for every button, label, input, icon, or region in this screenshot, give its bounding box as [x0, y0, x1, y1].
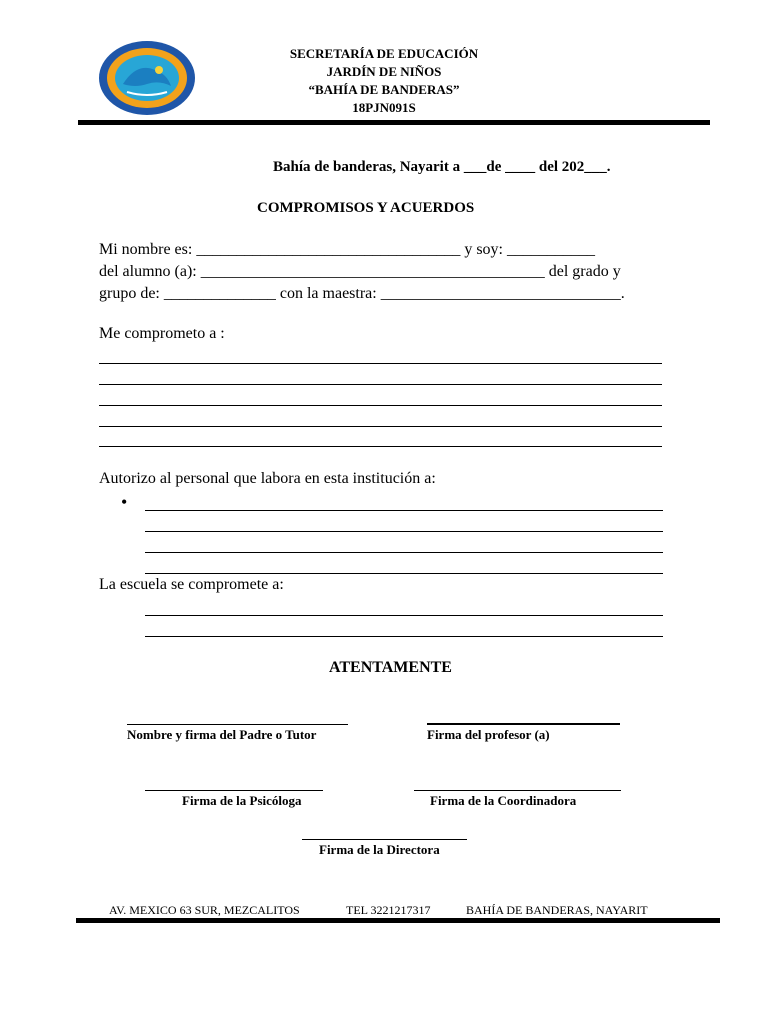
header-line-3: “BAHÍA DE BANDERAS” — [308, 82, 460, 97]
school-logo — [97, 40, 197, 116]
blank-line — [145, 510, 663, 511]
signature-label-coordinadora: Firma de la Coordinadora — [430, 793, 577, 808]
signature-label-padre: Nombre y firma del Padre o Tutor — [127, 727, 317, 742]
blank-line — [99, 446, 662, 447]
footer-city: BAHÍA DE BANDERAS, NAYARIT — [466, 903, 648, 917]
signature-line-coordinadora — [414, 790, 621, 791]
footer-phone: TEL 3221217317 — [346, 903, 431, 917]
closing-atentamente: ATENTAMENTE — [329, 659, 452, 676]
blank-line — [99, 384, 662, 385]
blank-line — [145, 636, 663, 637]
footer-address: AV. MEXICO 63 SUR, MEZCALITOS — [109, 903, 300, 917]
blank-line — [99, 363, 662, 364]
blank-line — [145, 552, 663, 553]
blank-line — [99, 405, 662, 406]
header-line-2: JARDÍN DE NIÑOS — [326, 64, 442, 79]
intro-line-2: del alumno (a): ___________________________________________ del grado y — [99, 263, 621, 280]
header-line-1: SECRETARÍA DE EDUCACIÓN — [289, 46, 479, 61]
footer-divider — [76, 918, 720, 923]
bullet-marker: • — [121, 492, 128, 512]
signature-line-directora — [302, 839, 467, 840]
blank-line — [145, 573, 663, 574]
signature-label-psicologa: Firma de la Psicóloga — [182, 793, 302, 808]
blank-line — [145, 531, 663, 532]
header-line-4: 18PJN091S — [352, 100, 416, 115]
section-compromiso-label: Me comprometo a : — [99, 325, 225, 342]
signature-line-psicologa — [145, 790, 323, 791]
signature-line-profesor — [427, 723, 620, 725]
section-escuela-label: La escuela se compromete a: — [99, 576, 284, 593]
header-divider — [78, 120, 710, 125]
date-line: Bahía de banderas, Nayarit a ___de ____ del 202___. — [273, 159, 611, 175]
signature-line-padre — [127, 724, 348, 725]
blank-line — [99, 426, 662, 427]
section-autorizo-label: Autorizo al personal que labora en esta institución a: — [99, 470, 436, 487]
signature-label-directora: Firma de la Directora — [319, 842, 440, 857]
intro-line-1: Mi nombre es: _________________________________ y soy: ___________ — [99, 241, 595, 258]
signature-label-profesor: Firma del profesor (a) — [427, 727, 550, 742]
intro-line-3: grupo de: ______________ con la maestra: ______________________________. — [99, 285, 625, 302]
document-title: COMPROMISOS Y ACUERDOS — [257, 200, 475, 216]
blank-line — [145, 615, 663, 616]
